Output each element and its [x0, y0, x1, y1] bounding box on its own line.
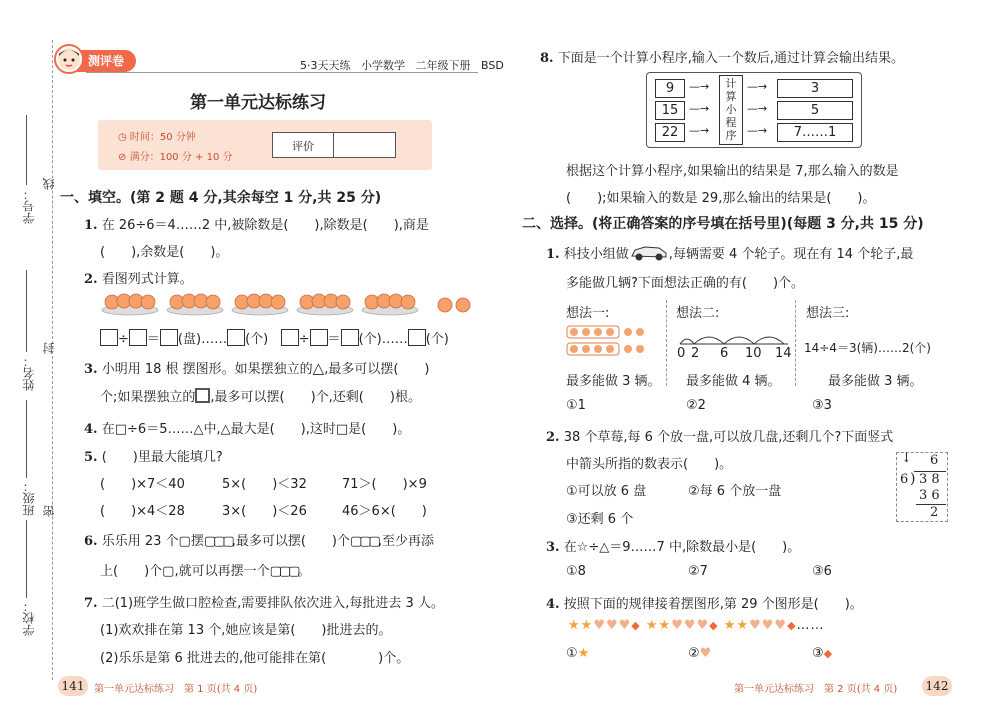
- c4-line: [546, 593, 863, 612]
- badge-text: 测评卷: [88, 54, 125, 68]
- heart-icon: ♥: [683, 618, 697, 633]
- shape-pattern: [568, 618, 825, 633]
- program-char: 序: [725, 129, 737, 142]
- q4-text-b: ÷6＝5……△中,△最大是( ),这时: [127, 422, 336, 437]
- program-char: 算: [725, 90, 737, 103]
- q8-number: 8.: [540, 51, 554, 66]
- q2-eq2-unit: (个): [245, 332, 269, 347]
- q7-number: 7.: [84, 596, 98, 611]
- arrow-icon: —→: [689, 124, 710, 137]
- heart-icon: ♥: [618, 618, 632, 633]
- star-icon: ★: [736, 618, 750, 633]
- numberline-tick-14: 14: [775, 346, 792, 361]
- star-icon: ★: [580, 618, 594, 633]
- section2-title: 二、选择。(将正确答案的序号填在括号里)(每题 3 分,共 15 分): [522, 216, 924, 232]
- q6-text-a2: 摆: [190, 534, 204, 549]
- idea3-equation: 14÷4＝3(辆)……2(个): [804, 341, 931, 355]
- diamond-icon: ◆: [823, 647, 833, 660]
- answer-box[interactable]: [310, 329, 328, 346]
- q1-line2: ( ),余数是( )。: [100, 245, 229, 260]
- c4-option-3-label: ③: [812, 646, 824, 661]
- heart-icon: ♥: [593, 618, 606, 633]
- header-info: [300, 57, 504, 73]
- series-name: 5·3天天练: [300, 59, 351, 72]
- time-info: [118, 128, 196, 143]
- arrow-icon: —→: [747, 102, 768, 115]
- cube-stack-icon: ▢▢▢: [203, 534, 232, 549]
- q6-text-b2: ,就可以再摆一个: [174, 564, 270, 579]
- plate-1: [102, 294, 158, 315]
- page-title: 第一单元达标练习: [190, 93, 326, 113]
- star-icon: ★: [568, 618, 581, 633]
- q3-line2: [100, 386, 421, 405]
- q2-number: 2.: [84, 272, 98, 287]
- square-icon: [195, 388, 210, 403]
- sidebar-banji-line: [26, 400, 27, 478]
- heart-icon: ♥: [671, 618, 684, 633]
- heart-icon: ♥: [699, 646, 712, 661]
- sidebar-feng: 封: [42, 342, 56, 354]
- q6-text-a3: ,最多可以摆( )个: [231, 534, 350, 549]
- program-char: 程: [725, 116, 737, 129]
- mascot-icon: [54, 44, 84, 74]
- loose-fruits: [438, 298, 470, 312]
- c3-text: 在☆÷△＝9……7 中,除数最小是( )。: [563, 540, 801, 555]
- q2-equations: ÷ ＝ (盘)…… (个) ÷ ＝ (个)…… (个): [100, 328, 449, 347]
- q2-eq1-unit: (盘)……: [177, 332, 228, 347]
- star-icon: ★: [577, 646, 590, 661]
- sidebar-mi: 密: [42, 505, 56, 517]
- q1-number: 1.: [84, 218, 98, 233]
- eval-box: [272, 132, 396, 158]
- check-icon: ⊘: [118, 152, 127, 163]
- heart-icon: ♥: [774, 618, 788, 633]
- plate-4: [297, 294, 353, 315]
- sidebar-xuehao-line: [26, 115, 27, 185]
- q2-eq3-unit: (个)……: [358, 332, 408, 347]
- program-char: 小: [725, 103, 737, 116]
- q5-number: 5.: [84, 450, 98, 465]
- q2-text: 看图列式计算。: [101, 272, 193, 287]
- q1-text-a: 在 26÷6＝4……2 中,被除数是( ),除数是( ),商是: [101, 218, 429, 233]
- q2-line: [84, 268, 193, 287]
- c3-number: 3.: [546, 540, 560, 555]
- c1-text-a2: ,每辆需要 4 个轮子。现在有 14 个轮子,最: [668, 247, 914, 262]
- q1-line1: [84, 214, 429, 233]
- c1-line1: [546, 243, 913, 266]
- time-text: 时间：50 分钟: [129, 132, 196, 143]
- c4-text: 按照下面的规律接着摆图形,第 29 个图形是( )。: [563, 597, 863, 612]
- idea1-label: 想法一:: [566, 306, 610, 321]
- q5-row2-b: 3×( )＜26: [222, 504, 307, 519]
- q3-text-a: 小明用 18 根 摆图形。如果摆独立的: [101, 362, 313, 377]
- idea3-result: 最多能做 3 辆。: [828, 374, 923, 389]
- output-1: 3: [777, 79, 853, 98]
- binding-line: [52, 40, 53, 680]
- heart-icon: ♥: [605, 618, 619, 633]
- q5-line: [84, 446, 223, 465]
- c4-option-3[interactable]: [812, 646, 832, 661]
- answer-box[interactable]: [281, 329, 299, 346]
- div-bracket: ): [910, 471, 916, 487]
- car-icon: [629, 244, 669, 266]
- sidebar-xingming-line: [26, 270, 27, 352]
- q7-sub1: (1)欢欢排在第 13 个,她应该是第( )批进去的。: [100, 623, 392, 638]
- q5-row2-c: 46＞6×( ): [342, 504, 427, 519]
- q8-line2: 根据这个计算小程序,如果输出的结果是 7,那么输入的数是: [566, 164, 899, 179]
- number-line-image: [676, 324, 792, 348]
- sidebar-xuexiao-line: [26, 520, 27, 598]
- program-box: [719, 75, 743, 145]
- sidebar-banji: 班级：: [22, 480, 36, 516]
- plate-3: [232, 294, 288, 315]
- q4-text-a: 在: [101, 422, 115, 437]
- c2-option-3[interactable]: ③还剩 6 个: [566, 512, 634, 527]
- eval-label: 评价: [292, 140, 314, 153]
- q7-line: [84, 592, 444, 611]
- idea-divider: [666, 300, 667, 386]
- q2-eq4-unit: (个): [425, 332, 449, 347]
- answer-box[interactable]: [227, 329, 245, 346]
- q7-text: 二(1)班学生做口腔检查,需要排队依次进入,每批进去 3 人。: [101, 596, 444, 611]
- q6-text-a: 乐乐用 23 个: [101, 534, 179, 549]
- numberline-tick-10: 10: [745, 346, 762, 361]
- header-rule: [86, 72, 478, 73]
- clock-icon: ◷: [118, 132, 127, 143]
- div-quotient: 6: [930, 453, 939, 468]
- q4-line: 4. 在□÷6＝5……△中,△最大是( ),这时□是( )。: [84, 422, 411, 437]
- c1-option-3[interactable]: ③3: [812, 398, 832, 413]
- heart-icon: ♥: [749, 618, 762, 633]
- heart-icon: ♥: [696, 618, 710, 633]
- diamond-icon: ◆: [787, 619, 797, 632]
- long-division: [896, 452, 948, 522]
- c1-line2: 多能做几辆?下面想法正确的有( )个。: [566, 276, 805, 291]
- div-dividend: 3 8: [919, 472, 940, 487]
- c4-option-1[interactable]: [566, 646, 589, 661]
- plate-5: [362, 294, 418, 315]
- q6-line1: [84, 530, 434, 549]
- q5-row1-b: 5×( )＜32: [222, 477, 307, 492]
- q8-line3: ( );如果输入的数是 29,那么输出的结果是( )。: [566, 191, 876, 206]
- edition-name: BSD: [481, 59, 504, 72]
- q4-number: 4.: [84, 422, 98, 437]
- c1-number: 1.: [546, 247, 560, 262]
- c1-option-2[interactable]: ②2: [686, 398, 706, 413]
- c2-option-2[interactable]: ②每 6 个放一盘: [688, 484, 782, 499]
- q4-text-c: 是( )。: [348, 422, 411, 437]
- star-icon: ★: [723, 618, 737, 633]
- c3-option-3[interactable]: ③6: [812, 564, 832, 579]
- sidebar-xian: 线: [42, 178, 56, 190]
- c3-option-1[interactable]: ①8: [566, 564, 586, 579]
- eval-score-field[interactable]: [334, 133, 395, 157]
- output-2: 5: [777, 101, 853, 120]
- sidebar-xuexiao: 学校：: [22, 600, 36, 636]
- input-3: 22: [655, 123, 685, 142]
- fruit-plates-image: [100, 288, 480, 318]
- wheel-groups-image: [566, 325, 658, 359]
- answer-box[interactable]: [129, 329, 147, 346]
- grade-name: 二年级下册: [415, 59, 471, 72]
- c3-option-2[interactable]: ②7: [688, 564, 708, 579]
- arrow-icon: —→: [689, 80, 710, 93]
- footer-right: 第一单元达标练习 第 2 页(共 4 页): [734, 684, 898, 695]
- div-divisor: 6: [900, 472, 909, 487]
- idea1-result: 最多能做 3 辆。: [566, 374, 661, 389]
- arrow-icon: —→: [689, 102, 710, 115]
- numberline-tick-6: 6: [720, 346, 729, 361]
- cube-stack-icon: ▢▢▢: [269, 564, 298, 579]
- answer-box[interactable]: [408, 329, 426, 346]
- q6-text-a4: ,至少再添: [377, 534, 434, 549]
- c2-option-1[interactable]: ①可以放 6 盘: [566, 484, 647, 499]
- c1-text-a: 科技小组做: [563, 247, 629, 262]
- div-remainder: 2: [930, 505, 939, 520]
- q5-row2-a: ( )×4＜28: [100, 504, 185, 519]
- c2-line1: [546, 426, 893, 445]
- answer-box[interactable]: [341, 329, 359, 346]
- arrow-icon: —→: [747, 80, 768, 93]
- q3-line1: [84, 358, 430, 377]
- q3-number: 3.: [84, 362, 98, 377]
- answer-box[interactable]: [100, 329, 118, 346]
- idea2-label: 想法二:: [676, 306, 720, 321]
- page-number-right: 142: [922, 676, 952, 696]
- q8-line: [540, 47, 904, 66]
- input-2: 15: [655, 101, 685, 120]
- footer-left: 第一单元达标练习 第 1 页(共 4 页): [94, 684, 258, 695]
- q6-text-b: 上( )个: [100, 564, 163, 579]
- score-info: [118, 148, 232, 163]
- numberline-tick-2: 2: [691, 346, 700, 361]
- heart-icon: ♥: [761, 618, 775, 633]
- q5-row1-c: 71＞( )×9: [342, 477, 427, 492]
- q6-number: 6.: [84, 534, 98, 549]
- q5-row1-a: ( )×7＜40: [100, 477, 185, 492]
- triangle-icon: △: [312, 359, 325, 377]
- c3-line: [546, 536, 800, 555]
- cube-stack-icon: ▢▢▢: [349, 534, 378, 549]
- diamond-icon: ◆: [709, 619, 719, 632]
- c4-number: 4.: [546, 597, 560, 612]
- score-text: 满分：100 分 + 10 分: [129, 152, 233, 163]
- q6-text-b3: 。: [297, 564, 311, 579]
- subject-name: 小学数学: [361, 59, 405, 72]
- page-number-left: 141: [58, 676, 88, 696]
- star-icon: ★: [645, 618, 659, 633]
- q7-sub2: (2)乐乐是第 6 批进去的,他可能排在第( )个。: [100, 651, 410, 666]
- q3-text-b2: ,最多可以摆( )个,还剩( )根。: [210, 390, 421, 405]
- c4-option-2[interactable]: [688, 646, 711, 661]
- calc-program-diagram: [646, 72, 862, 148]
- sidebar-xingming: 姓名：: [22, 355, 36, 391]
- arrow-icon: —→: [747, 124, 768, 137]
- c4-option-1-label: ①: [566, 646, 578, 661]
- q8-text: 下面是一个计算小程序,输入一个数后,通过计算会输出结果。: [557, 51, 904, 66]
- program-char: 计: [725, 77, 737, 90]
- c4-option-2-label: ②: [688, 646, 700, 661]
- star-icon: ★: [658, 618, 672, 633]
- input-1: 9: [655, 79, 685, 98]
- idea3-label: 想法三:: [806, 306, 850, 321]
- q3-text-a2: ,最多可以摆( ): [324, 362, 430, 377]
- q6-line2: [100, 560, 310, 579]
- output-3: 7……1: [777, 123, 853, 142]
- c2-text-a: 38 个草莓,每 6 个放一盘,可以放几盘,还剩几个?下面竖式: [563, 430, 894, 445]
- idea-divider: [795, 300, 796, 386]
- sidebar-xuehao: 学号：: [22, 188, 36, 224]
- c1-option-1[interactable]: ①1: [566, 398, 586, 413]
- c2-number: 2.: [546, 430, 560, 445]
- down-arrow-icon: ↓: [901, 451, 912, 466]
- c2-line2: 中箭头所指的数表示( )。: [566, 457, 733, 472]
- div-product: 3 6: [919, 488, 940, 503]
- idea2-result: 最多能做 4 辆。: [686, 374, 781, 389]
- small-cube-icon: ▢: [162, 564, 175, 579]
- q3-text-b: 个;如果摆独立的: [100, 390, 196, 405]
- numberline-tick-0: 0: [677, 346, 686, 361]
- answer-box[interactable]: [160, 329, 178, 346]
- plate-2: [167, 294, 223, 315]
- diamond-icon: ◆: [631, 619, 641, 632]
- pattern-ellipsis: ……: [796, 618, 825, 633]
- section1-title: 一、填空。(第 2 题 4 分,其余每空 1 分,共 25 分): [60, 190, 382, 206]
- small-cube-icon: ▢: [178, 534, 191, 549]
- q5-text: ( )里最大能填几?: [101, 450, 223, 465]
